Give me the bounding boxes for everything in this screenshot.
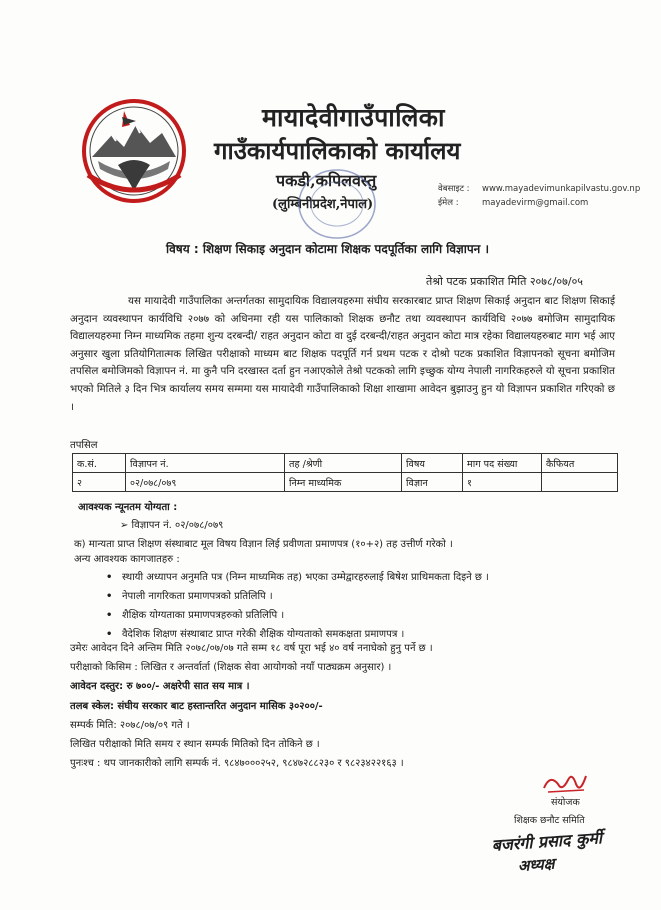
table-cell: २	[73, 473, 126, 492]
documents-heading: अन्य आवश्यक कागजातहरु :	[74, 554, 180, 565]
website-link[interactable]: www.mayadevimunkapilvastu.gov.np	[482, 184, 641, 194]
details-block	[70, 639, 433, 773]
table-row	[73, 473, 618, 492]
signer-title: संयोजक	[551, 797, 580, 808]
notice-body: यस मायादेवी गाउँपालिका अन्तर्गतका सामुदायिक विद्यालयहरुमा संघीय सरकारबाट प्राप्त शिक्षण सिकाई अनुदान बाट शिक्षण सिकाई अनुदान व्यवस्थापन कार्यविधि २०७७ को अधिनमा रही यस पालिकाको शिक्षक छनौट तथा व्यवस्थापन कार्यविधि २०७७ बमोजिम सामुदायिक विद्यालयहरुमा निम्न माध्यमिक तहमा शुन्य दरबन्दी/ राहत अनुदान कोटा वा दुई दरबन्दी/राहत अनुदान कोटा मात्र रहेका विद्यालयहरुबाट माग भई आए अनुसार खुला प्रतियोगितात्मक लिखित परीक्षाको माध्यम बाट शिक्षक पदपूर्ति गर्न प्रथम पटक र दोश्रो पटक प्रकाशित विज्ञापनको सूचना बमोजिम तपसिल बमोजिमको विज्ञापन नं. मा कुनै पनि दरखास्त दर्ता हुन नआएकोले तेश्रो पटकको लागि इच्छुक योग्य नेपाली नागरिकहरुले यो सूचना प्रकाशित भएको मितिले ३ दिन भित्र कार्यालय समय सम्ममा यस मायादेवी गाउँपालिकाको शिक्षा शाखामा आवेदन बुझाउनु हुन यो विज्ञापन प्रकाशित गरिएको छ ।	[70, 295, 615, 413]
postscript-line: पुनःश्च : थप जानकारीको लागि सम्पर्क नं. ९८४७०००२५२, ९८४७२८८२३० र ९८२३४२२१६३ ।	[70, 758, 404, 770]
list-item: • शैक्षिक योग्यताका प्रमाणपत्रहरुको प्रतिलिपि ।	[106, 606, 489, 625]
list-item: • स्थायी अध्यापन अनुमति पत्र (निम्न माध्यमिक तह) भएका उम्मेद्वारहरुलाई बिषेश प्राथिमकता दिइने छ ।	[106, 568, 489, 587]
col-header: क.सं.	[73, 454, 126, 473]
col-header: विषय	[402, 454, 463, 473]
col-header: तह /श्रेणी	[285, 454, 402, 473]
table-cell: ०२/०७८/०७९	[126, 473, 285, 492]
org-address: पकडी,कपिलवस्तु	[276, 171, 377, 190]
requirements-heading: आवश्यक न्यूनतम योग्यता :	[78, 502, 178, 513]
table-cell: विज्ञान	[402, 473, 463, 492]
vacancy-table	[72, 453, 618, 492]
advert-number-line: ➢ विज्ञापन नं. ०२/०७८/०७९	[120, 520, 224, 531]
website-label: वेबसाइट :	[438, 184, 470, 194]
col-header: विज्ञापन नं.	[126, 454, 285, 473]
notice-subject: विषय : शिक्षण सिकाइ अनुदान कोटामा शिक्षक पदपूर्तिका लागि विज्ञापन ।	[166, 242, 490, 256]
exam-date-line: लिखित परीक्षाको मिति समय र स्थान सम्पर्क मितिको दिन तोकिने छ ।	[70, 739, 320, 751]
contact-date-line: सम्पर्क मिति: २०७८/०७/०९ गते ।	[70, 719, 190, 731]
documents-list	[106, 568, 489, 644]
published-date: तेश्रो पटक प्रकाशित मिति २०७८/०७/०५	[426, 275, 584, 288]
tapasil-label: तपसिल	[70, 440, 98, 451]
qualification-line: क) मान्यता प्राप्त शिक्षण संस्थाबाट मूल विषय विज्ञान लिई प्रवीणता प्रमाणपत्र (१०+२) तह उत्तीर्ण गरेको ।	[74, 539, 453, 550]
email-label: ईमेल :	[438, 198, 459, 208]
table-header-row	[73, 454, 618, 473]
org-province: (लुम्बिनीप्रदेश,नेपाल)	[272, 197, 374, 212]
list-item: • वैदेशिक शिक्षण संस्थाबाट प्राप्त गरेकी शैक्षिक योग्यताको समकक्षता प्रमाणपत्र ।	[106, 625, 489, 644]
org-office: गाउँकार्यपालिकाको कार्यालय	[214, 136, 461, 165]
signature-icon	[540, 770, 590, 798]
exam-type-line: परीक्षाको किसिम : लिखित र अन्तर्वार्ता (शिक्षक सेवा आयोगको नयाँ पाठ्यक्रम अनुसार) ।	[70, 662, 392, 674]
org-name: मायादेवीगाउँपालिका	[262, 103, 445, 132]
salary-line: तलब स्केल: संघीय सरकार बाट हस्तान्तरित अनुदान मासिक ३०२००/-	[70, 700, 323, 712]
table-cell: १	[463, 473, 542, 492]
signed-name: बजरंगी प्रसाद कुर्मी	[491, 828, 603, 855]
age-line: उमेरः आवेदन दिने अन्तिम मिति २०७८/०७/०७ गते सम्म १८ वर्ष पूरा भई ४० वर्ष ननाघेको हुनु पर्ने छ ।	[70, 643, 433, 654]
signed-role: अध्यक्ष	[517, 854, 555, 875]
list-item: • नेपाली नागरिकता प्रमाणपत्रको प्रतिलिपि ।	[106, 587, 489, 606]
email-link[interactable]: mayadevirm@gmail.com	[482, 198, 589, 208]
table-cell	[542, 473, 618, 492]
nepal-emblem-icon	[78, 95, 190, 207]
col-header: कैफियत	[542, 454, 618, 473]
fee-line: आवेदन दस्तुर: रु ७००/- अक्षरेपी सात सय मात्र ।	[70, 681, 250, 693]
contact-info	[438, 182, 640, 210]
signer-committee: शिक्षक छनौट समिति	[514, 815, 585, 826]
table-cell: निम्न माध्यमिक	[285, 473, 402, 492]
chairperson-signature-icon	[488, 827, 618, 875]
col-header: माग पद संख्या	[463, 454, 542, 473]
